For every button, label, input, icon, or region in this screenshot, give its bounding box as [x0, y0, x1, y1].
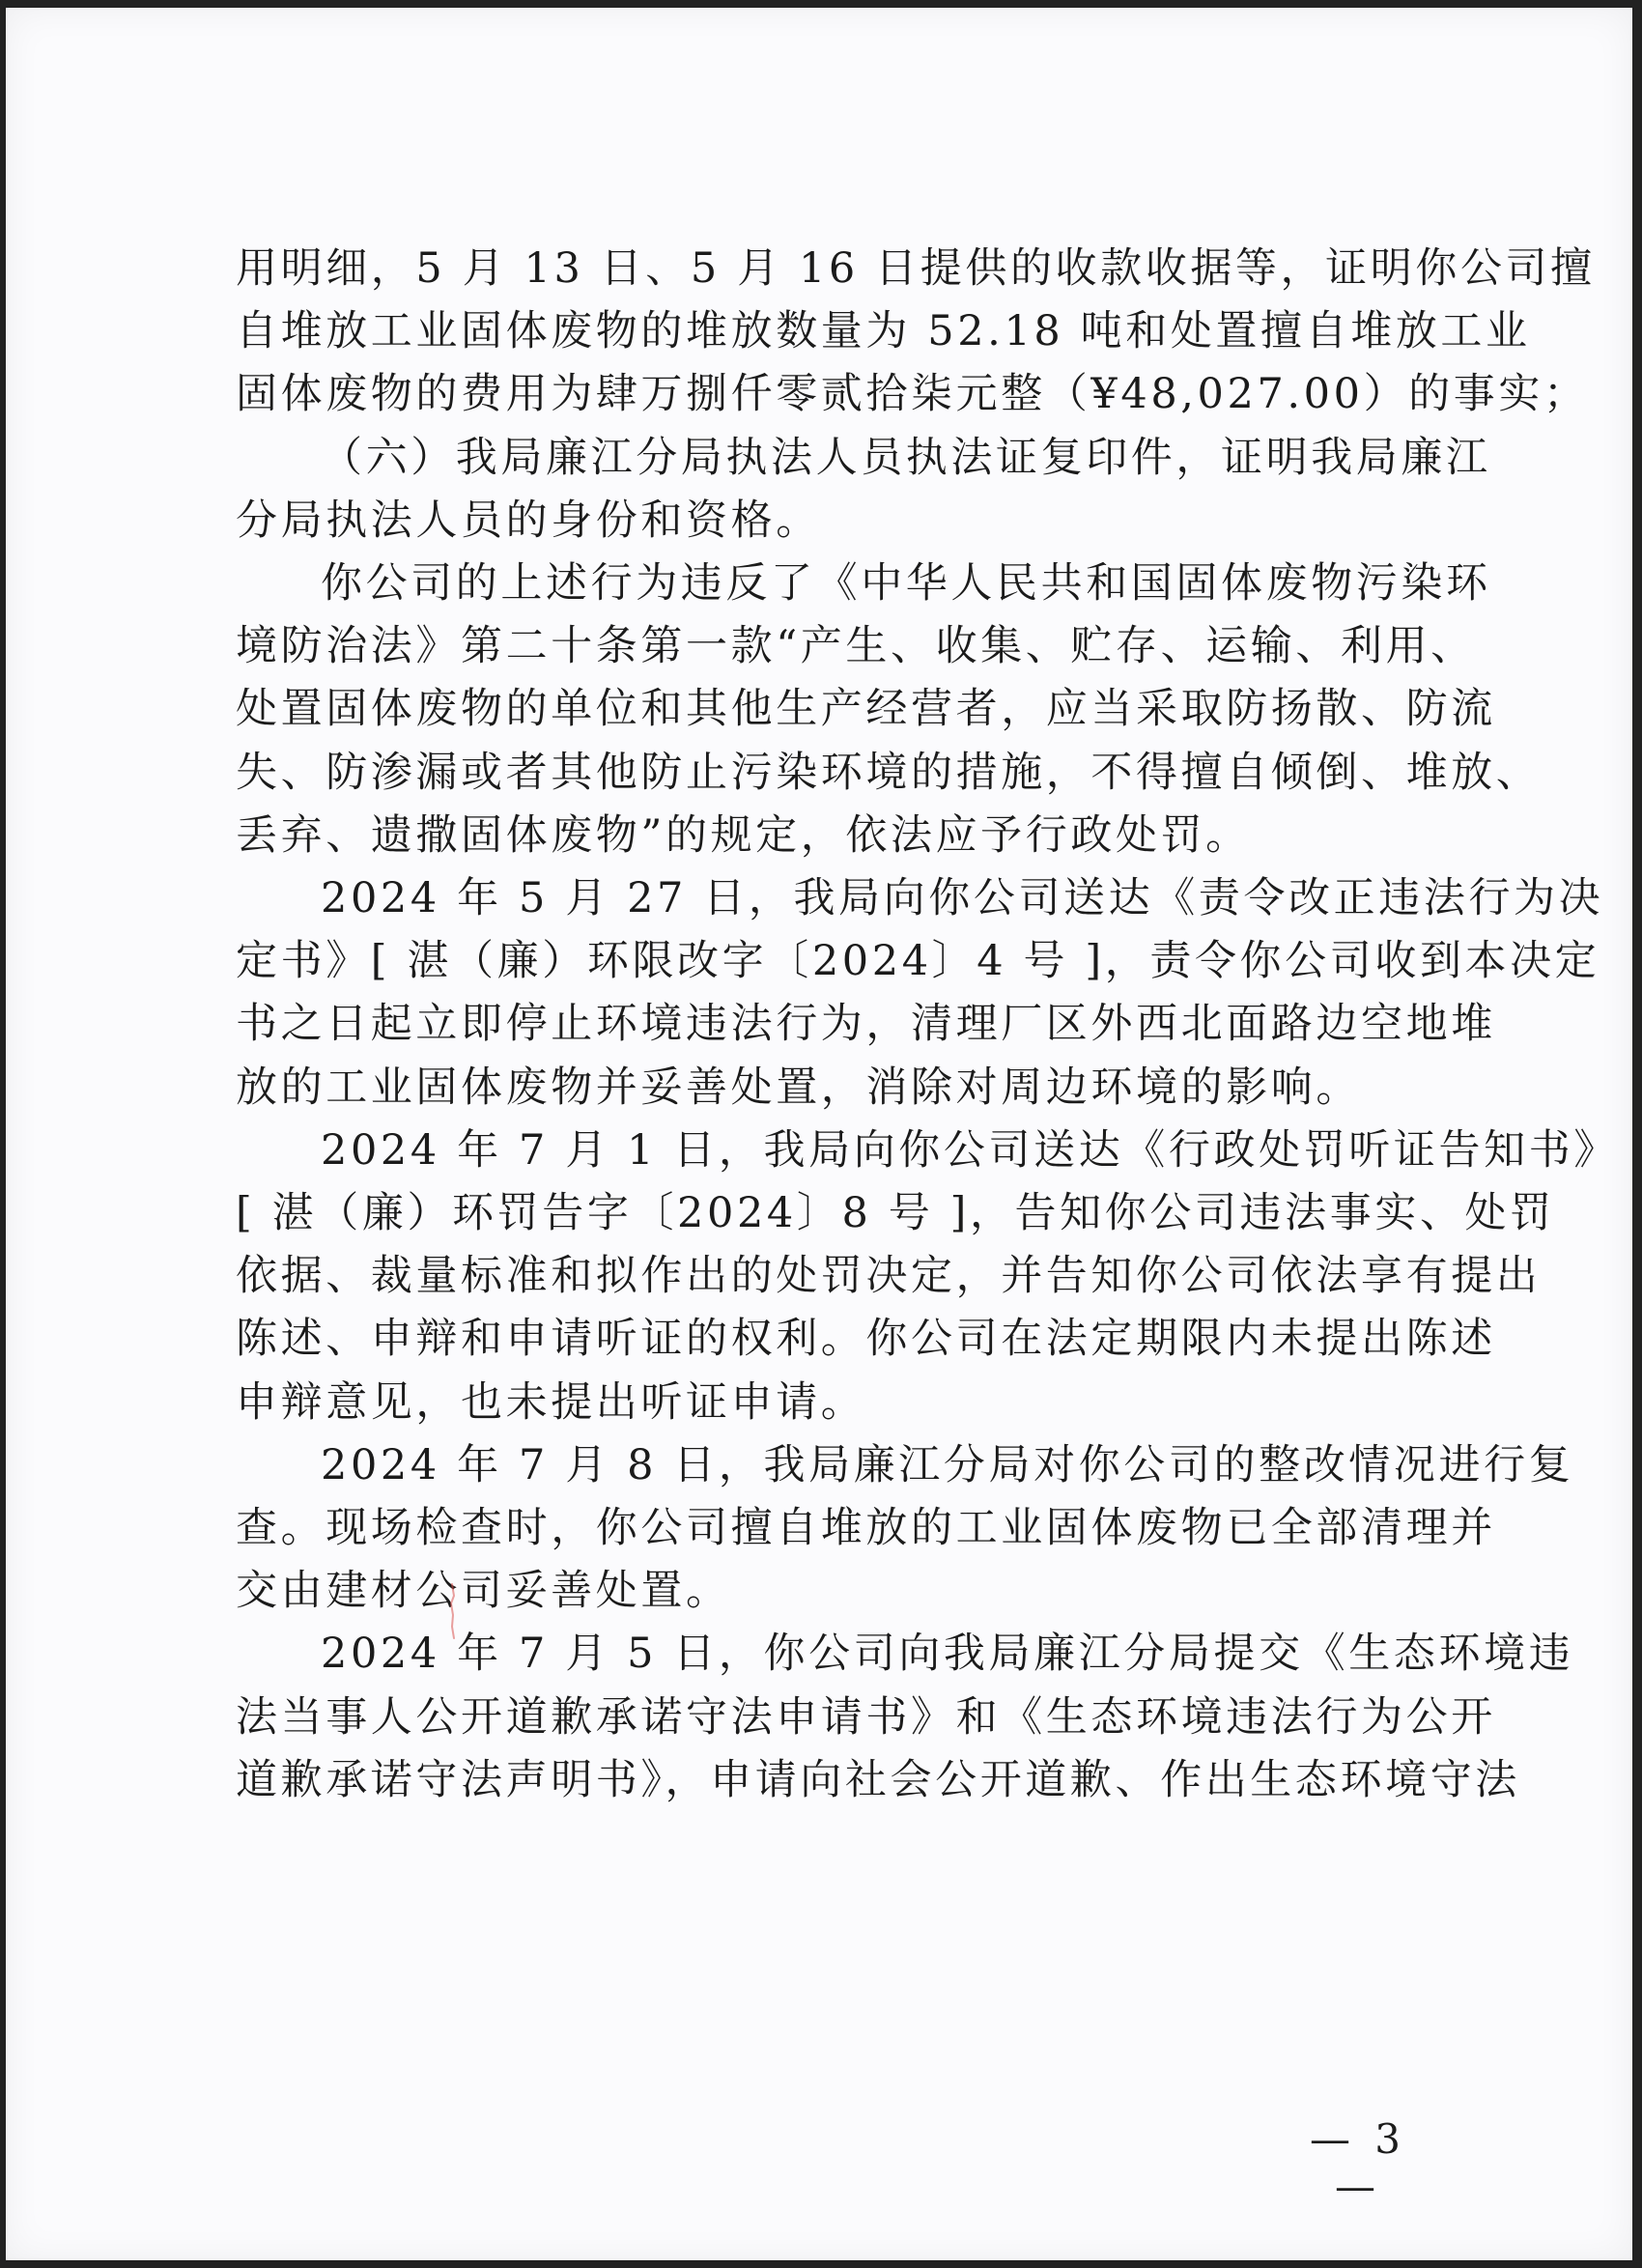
text-line: 陈述、申辩和申请听证的权利。你公司在法定期限内未提出陈述 [236, 1315, 1496, 1364]
text-line: 查。现场检查时，你公司擅自堆放的工业固体废物已全部清理并 [236, 1504, 1496, 1553]
text-line: 处置固体废物的单位和其他生产经营者，应当采取防扬散、防流 [236, 685, 1496, 734]
paragraph-reinspection [236, 1434, 1574, 1624]
red-seal-trace-icon [445, 1582, 459, 1640]
text-line: 自堆放工业固体废物的堆放数量为 52.18 吨和处置擅自堆放工业 [236, 307, 1531, 356]
text-line: 依据、裁量标准和拟作出的处罚决定，并告知你公司依法享有提出 [236, 1252, 1542, 1301]
paragraph-evidence-five-continued [236, 238, 1596, 427]
text-line: （六）我局廉江分局执法人员执法证复印件，证明我局廉江 [321, 433, 1491, 482]
text-line: 2024 年 7 月 1 日，我局向你公司送达《行政处罚听证告知书》 [321, 1125, 1619, 1175]
document-page [6, 8, 1632, 2260]
text-line: 法当事人公开道歉承诺守法申请书》和《生态环境违法行为公开 [236, 1692, 1496, 1742]
paragraph-apology-application [236, 1623, 1574, 1812]
text-line: 道歉承诺守法声明书》，申请向社会公开道歉、作出生态环境守法 [236, 1755, 1520, 1804]
text-line: 分局执法人员的身份和资格。 [236, 496, 821, 545]
text-line: 2024 年 7 月 8 日，我局廉江分局对你公司的整改情况进行复 [321, 1440, 1574, 1489]
text-line: 放的工业固体废物并妥善处置，消除对周边环境的影响。 [236, 1063, 1361, 1112]
text-line: 2024 年 5 月 27 日，我局向你公司送达《责令改正违法行为决 [321, 874, 1604, 923]
page-number: — 3 — [1309, 2115, 1407, 2210]
text-line: 丢弃、遗撒固体废物”的规定，依法应予行政处罚。 [236, 810, 1251, 860]
text-line: 固体废物的费用为肆万捌仟零贰拾柒元整（¥48,027.00）的事实； [236, 370, 1589, 419]
text-line: 定书》[ 湛（廉）环限改字〔2024〕4 号 ]，责令你公司收到本决定 [236, 937, 1600, 986]
paragraph-correction-order [236, 867, 1604, 1120]
text-line: 失、防渗漏或者其他防止污染环境的措施，不得擅自倾倒、堆放、 [236, 748, 1542, 797]
text-line: [ 湛（廉）环罚告字〔2024〕8 号 ]，告知你公司违法事实、处罚 [236, 1189, 1555, 1238]
text-line: 你公司的上述行为违反了《中华人民共和国固体废物污染环 [321, 559, 1491, 609]
paragraph-hearing-notice [236, 1120, 1619, 1434]
text-line: 书之日起立即停止环境违法行为，清理厂区外西北面路边空地堆 [236, 1000, 1496, 1049]
text-line: 2024 年 7 月 5 日，你公司向我局廉江分局提交《生态环境违 [321, 1630, 1574, 1679]
paragraph-violation [236, 553, 1542, 867]
body-text [236, 238, 1619, 1812]
text-line: 交由建材公司妥善处置。 [236, 1567, 731, 1616]
text-line: 用明细，5 月 13 日、5 月 16 日提供的收款收据等，证明你公司擅 [236, 244, 1596, 293]
paragraph-evidence-six [236, 427, 1491, 553]
text-line: 申辩意见，也未提出听证申请。 [236, 1377, 866, 1427]
text-line: 境防治法》第二十条第一款“产生、收集、贮存、运输、利用、 [236, 622, 1476, 671]
